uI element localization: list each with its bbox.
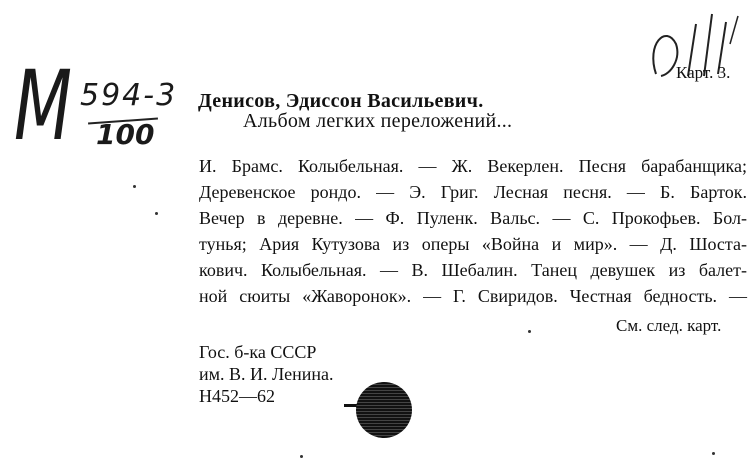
- contents-line: тунья; Ария Кутузова из оперы «Война и мир». — Д. Шоста-: [199, 234, 747, 254]
- ink-speck: [528, 330, 531, 333]
- call-number-line1: 594-3: [80, 78, 178, 113]
- card-number: Карт. 3.: [676, 63, 731, 82]
- ink-speck: [155, 212, 158, 215]
- call-number-line2: 100: [96, 118, 155, 151]
- call-letter: М: [14, 50, 72, 162]
- contents-line: кович. Колыбельная. — В. Шебалин. Танец девушек из балет-: [199, 260, 747, 280]
- author-heading: Денисов, Эдиссон Васильевич.: [198, 90, 484, 112]
- contents-list: [199, 153, 747, 309]
- library-imprint: [199, 341, 334, 407]
- ink-speck: [133, 185, 136, 188]
- ink-speck: [712, 452, 715, 455]
- library-dedication: им. В. И. Ленина.: [199, 364, 334, 384]
- contents-line: И. Брамс. Колыбельная. — Ж. Векерлен. Песня барабанщика;: [199, 156, 747, 176]
- ink-speck: [300, 455, 303, 458]
- contents-line: Деревенское рондо. — Э. Григ. Лесная песня. — Б. Барток.: [199, 182, 747, 202]
- contents-line: ной сюиты «Жаворонок». — Г. Свиридов. Честная бедность. —: [199, 286, 747, 306]
- see-next-card: См. след. карт.: [616, 316, 722, 335]
- punch-hole-icon: [356, 382, 412, 438]
- work-title: Альбом легких переложений...: [243, 110, 513, 132]
- library-name: Гос. б-ка СССР: [199, 342, 317, 362]
- print-code: Н452—62: [199, 386, 275, 406]
- contents-line: Вечер в деревне. — Ф. Пуленк. Вальс. — С. Прокофьев. Бол-: [199, 208, 747, 228]
